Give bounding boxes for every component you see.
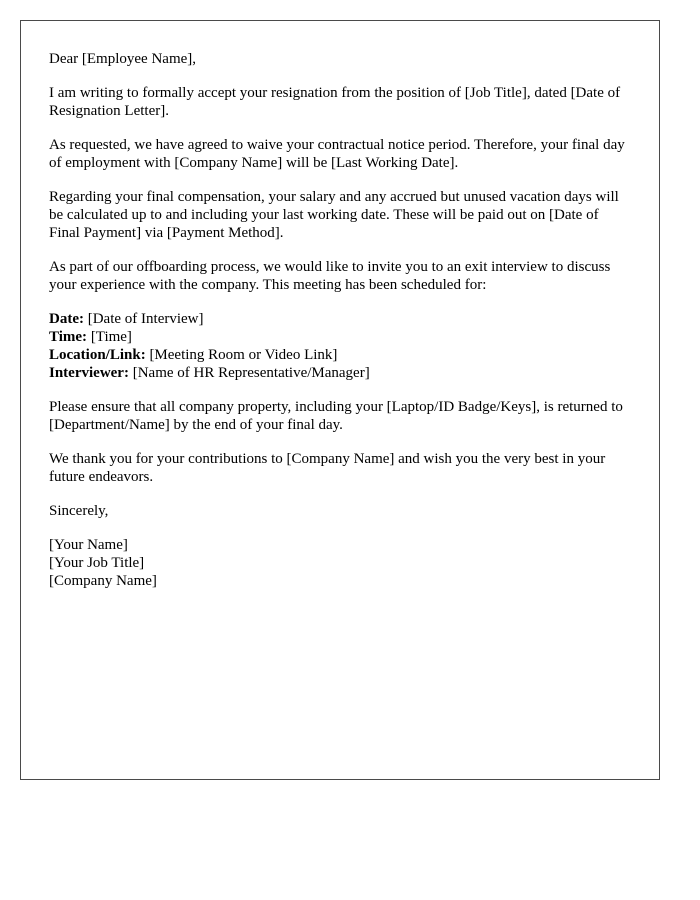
paragraph-company-property: Please ensure that all company property, including your [Laptop/ID Badge/Keys], is returned to [Department/Name] by the end of your final day.	[49, 399, 623, 433]
interview-details	[49, 310, 631, 382]
detail-time-label: Time:	[49, 329, 88, 345]
paragraph-exit-interview: As part of our offboarding process, we would like to invite you to an exit interview to discuss your experience with the company. This meeting has been scheduled for:	[49, 259, 611, 293]
detail-location-value: [Meeting Room or Video Link]	[149, 347, 338, 363]
detail-interviewer-label: Interviewer:	[49, 365, 129, 381]
letter-page	[20, 20, 660, 780]
detail-date	[49, 310, 631, 328]
detail-interviewer	[49, 364, 631, 382]
detail-time-value: [Time]	[90, 329, 132, 345]
paragraph-acceptance: I am writing to formally accept your resignation from the position of [Job Title], dated [Date of Resignation Letter].	[49, 85, 621, 119]
detail-date-value: [Date of Interview]	[87, 311, 204, 327]
detail-location	[49, 346, 631, 364]
sign-off: Sincerely,	[49, 503, 109, 519]
salutation: Dear [Employee Name],	[49, 51, 197, 67]
signature-title: [Your Job Title]	[49, 555, 145, 571]
paragraph-thanks: We thank you for your contributions to [Company Name] and wish you the very best in your future endeavors.	[49, 451, 606, 485]
signature-name: [Your Name]	[49, 537, 128, 553]
paragraph-notice-period: As requested, we have agreed to waive your contractual notice period. Therefore, your final day of employment with [Company Name] will be [Last Working Date].	[49, 137, 625, 171]
detail-location-label: Location/Link:	[49, 347, 146, 363]
signature-company: [Company Name]	[49, 573, 157, 589]
detail-date-label: Date:	[49, 311, 84, 327]
signature-block	[49, 536, 631, 590]
paragraph-compensation: Regarding your final compensation, your salary and any accrued but unused vacation days will be calculated up to and including your last working date. These will be paid out on [Date of Final Payment] via [Payment Method].	[49, 189, 619, 241]
detail-interviewer-value: [Name of HR Representative/Manager]	[132, 365, 370, 381]
detail-time	[49, 328, 631, 346]
